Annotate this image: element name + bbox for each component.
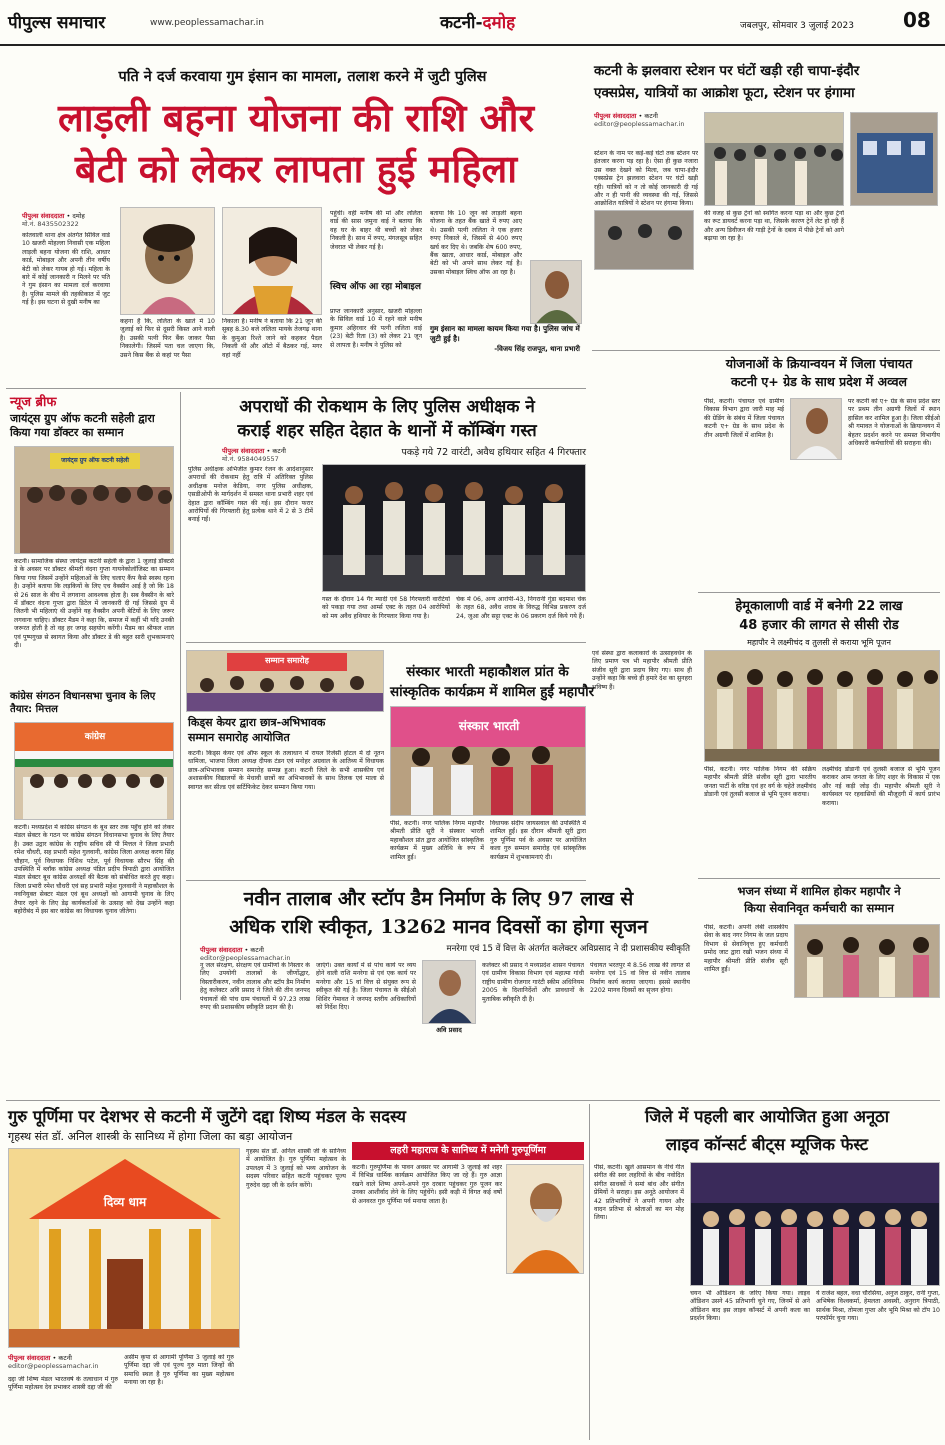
masthead-page-number: 08 [903, 8, 931, 32]
concert-headline-1: जिले में पहली बार आयोजित हुआ अनूठा [645, 1107, 889, 1126]
dam-headline-2: अधिक राशि स्वीकृत, 13262 मानव दिवसों का होगा सृजन [229, 916, 648, 938]
sanskar-headline-2: सांस्कृतिक कार्यक्रम में शामिल हुईं महापौर [390, 684, 595, 700]
dam-photo [422, 960, 476, 1024]
lead-col-3: निकाला है। मनीष ने बताया कि 21 जून की सुबह 8.30 बजे ललिता मायके तेजगढ़ थाना के कुमुआ रिश्ते जाने को कहकर पैदल निकली थी और ऑटो में बैठकर गई, मगर वहां नहीं [222, 318, 322, 359]
panchayat-text-2: पर कटनी को ए+ ग्रेड के साथ प्रदेश स्तर पर प्रथम तीन अग्रणी जिलों में स्थान हासिल कर शामिल हुआ है। जिला सीईओ श्री गमावत ने योजनाओं के क्रियान्वयन में बेहतर प्रदर्शन करने पर समस्त विभागीय अधिकारी कर्मचारियों की सराहना की। [848, 398, 940, 448]
masthead-logo: पीपुल्स समाचार [8, 13, 106, 33]
concert-col-2: चयन भी ऑडिशन के जरिए किया गया। लाइव ऑडिशन उसने 45 प्रतिभागी चुने गए, जिनमें से अने ऑडिशन बाद इस लाइव कॉन्सर्ट में अपनी कला का प्रदर्शन किया। [690, 1290, 810, 1323]
sanskar-col-2: विधायक संदीप जायसवाल की उपस्थिति में शामिल हुईं। इस दौरान श्रीमती सूरी द्वारा गुरु पूर्णिमा पर्व के अवसर पर आयोजित कला गुरु सम्मान समारोह एवं सांस्कृतिक कार्यक्रम में शुभकामनाएं दी। [490, 820, 586, 861]
rail-col-2: की वजह से कुछ ट्रेनों को स्थगित करना पड़ा था और कुछ ट्रेनों का रूट डायवर्ट करना पड़ा था, जिसके कारण ट्रेनें लेट हो रही हैं और अन्य डिवीजन की गाड़ी ट्रेनों के दबाव में पीछे ट्रेनों को आगे बढ़ाया जा रहा है। [704, 210, 844, 243]
lead-col-1: कोतवाली थाना क्षेत्र अंतर्गत सिविल वार्ड 10 खजरी मोहल्ला निवासी एक महिला लाड़ली बहना योजना की राशि, आधार कार्ड, मोबाइल और अपनी तीन वर्षीय बेटी को लेकर गायब हो गई। महिला के बारे में कोई जानकारी न मिलने पर पति ने गुम इंसान का मामला दर्ज करवाया है। पुलिस मामले की तहकीकात में जुट गई है। इस घटना से दुखी मनीष का [22, 232, 110, 307]
police-headline-1: अपराधों की रोकथाम के लिए पुलिस अधीक्षक ने [239, 397, 535, 417]
police-byline: पीपुल्स संवाददाता • कटनी मो.नं. 9584049557 [222, 447, 322, 463]
lead-quote-by: -विजय सिंह राजपूत, थाना प्रभारी [494, 345, 580, 353]
masthead-dateline: जबलपुर, सोमवार 3 जुलाई 2023 [740, 21, 854, 31]
bhajan-text: पीसं, कटनी। अपनी लंबी शासकीय सेवा के बाद नगर निगम के जल प्रदाय विभाग से सेवानिवृत्त हुए कर्मचारी प्रमोद जाट द्वारा रखी भजन संध्या में महापौर श्रीमती प्रीति संजीव सूरी शामिल हुईं। [704, 924, 788, 974]
lead-quote: गुम इंसान का मामला कायम किया गया है। पुलिस जांच में जुटी हुई है। [430, 324, 580, 343]
lead-byline: पीपुल्स संवाददाता • दमोह मो.नं. 8435502322 [22, 212, 112, 228]
panchayat-rule [698, 592, 940, 593]
masthead-website: www.peoplessamachar.in [150, 18, 264, 28]
lahri-photo [506, 1164, 584, 1274]
police-byline-name: पीपुल्स संवाददाता [222, 447, 265, 455]
police-byline-mobile: मो.नं. 9584049557 [222, 455, 279, 463]
dam-col-1: नू जल संरक्षण, संरक्षण एवं ग्रामीणों के निस्तार के लिए उपयोगी तालाबों के जीर्णोद्धार, विस्तारीकरण, नवीन तालाब और स्टॉप डैम निर्माण हेतु कलेक्टर अवि प्रसाद ने जिले की तीन जनपद पंचायतों की पांच ग्राम पंचायतों में 97.23 लाख रुपए की प्रशासकीय स्वीकृति प्रदान की है। [200, 962, 310, 1012]
lead-quote-box [430, 324, 580, 380]
concert-col-1: पीसं, कटनी। खुले आसमान के नीचे गीत संगीत की स्वर लहरियों के बीच नवोदित संगीत साधकों ने समां बांध और संगीत प्रेमियों ने सराहा। इस अनूठे आयोजन में 42 प्रतिभागियों ने अपनी गायन और वादन प्रतिभा से श्रोताओं का मन मोह लिया। [594, 1164, 684, 1222]
dam-byline-place: कटनी [250, 946, 264, 954]
police-headline-2: कराई शहर सहित देहात के थानों में कॉम्बिंग गस्त [237, 421, 537, 441]
dam-col-2: जाएंगे। उक्त कार्यों में से पांच कार्य पर व्यय होने वाली राशि मनरेगा से एवं एक कार्य पर मनरेगा और 15 वां वित्त से संयुक्त रूप से स्वीकृत की गई है। जिला पंचायत के सीईओ शिशिर गेमावत ने जनपद स्तरीय अधिकारियों को निर्देश दिए। [316, 962, 416, 1012]
sanskar-photo [390, 706, 586, 816]
child-portrait-icon [121, 208, 215, 315]
news-brief-text-1: कटनी। सामाजिक संस्था जायंट्स कटनी सहेली के द्वारा 1 जुलाई डॉक्टर्स डे के अवसर पर डॉक्टर श्रीमती वंदना गुप्ता गायनेकोलॉजिस्ट का सम्मान किया गया जिसमें उन्होंने महिलाओं के लिए चलाए कैंप कैसे स्वस्थ रहना है। उन्होंने बताया कि लड़कियों के लिए एच वैक्सीन आई है जो कि 18 से 26 साल के बीच में लगवाना आवश्यक होता है। सब वैक्सीन के बारे में डॉक्टर वंदना गुप्ता द्वारा डिटेल में जानकारी दी गई जिससे ग्रुप में जितनी भी महिलाएं थी उन्होंने यह वैक्सीन अपनी बेटियों के लिए जरूर लगवाना चाहिए। डॉक्टर मैडम ने कहा कि, समाज में कहीं भी यदि उनकी जरूरत होती है तो वह हर जगह सहयोग करेंगी। मैडम का श्रीफल शाल एवं पुष्पगुच्छ से स्वागत किया और डॉक्टर डे की बहुत सारी शुभकामनाएं दी। [14, 558, 174, 650]
bhajan-photo [794, 924, 940, 998]
lead-byline-place: दमोह [72, 212, 85, 220]
police-col-3: चेक में 06, अन्य आरोपी-43, निगरानी गुंडा बदमाश चेक के तहत 68, अवैध शराब के विरुद्ध विभिन्न प्रकरण दर्ज 24, जुआ और सट्टा एक्ट के 06 प्रकरण दर्ज किये गये हैं। [456, 596, 586, 620]
guru-subhead: गृहस्थ संत डॉ. अनिल शास्त्री के सानिध्य में होगा जिला का बड़ा आयोजन [8, 1130, 293, 1143]
concert-col-3: ये राजेश बहल, वधा चौरसिया, अनुज ठाकुर, रानी गुप्ता, अभिषेक विश्वकर्मा, हेमलता अवस्थी, अनुराग त्रिपाठी, सार्थक मिश्रा, तोमजा गुप्ता और भूमि मिश्रा को टॉप 10 परफॉर्मर चुना गया। [816, 1290, 940, 1323]
guru-byline-place: कटनी [58, 1354, 72, 1362]
police-col-2: गस्त के दौरान 14 गैर म्यादी एवं 58 गिरफ्तारी वारंटियों को पकड़ा गया तथा आर्म्स एक्ट के तहत 04 आरोपियों को मय अवैध हथियार के गिरफ्तार किया गया है। [322, 596, 450, 620]
guru-col-1: दद्दा जी शिष्य मंडल भारतवर्ष के तत्वाधान में गुरु पूर्णिमा महोत्सव देव प्रभाकर शास्त्री दद्दा जी की [8, 1376, 118, 1392]
rail-headline-2: एक्सप्रेस, यात्रियों का आक्रोश फूटा, स्टेशन पर हंगामा [594, 85, 855, 101]
guru-byline-name: पीपुल्स संवाददाता [8, 1354, 51, 1362]
rail-photo [704, 112, 844, 206]
kids-headline-1: किड्स केयर द्वारा छात्र-अभिभावक [188, 716, 326, 729]
kids-photo [186, 650, 384, 712]
panchayat-photo [790, 398, 842, 460]
guru-col-3: गृहस्थ संत डॉ. अनिल शास्त्री जी के सानिध्य में आयोजित है। गुरु पूर्णिमा महोत्सव के उपलक्ष्य में 3 जुलाई को भव्य आयोजन के सदस्य परिवार सहित कटनी पहुंचकर पूज्य गुरुदेव दद्दा जी के दर्शन करेंगे। [246, 1148, 346, 1189]
kids-text: कटनी। किड्स केयर एवं ऑफ स्कूल के तत्वाधान में रायल रिजेंसी होटल में दो नूतन धामिजा, भाजपा जिला अध्यक्ष दीपक टंडन एवं मनोहर अग्रवाल के आतिथ्य में विधायक छात्र-अभिभावक सम्मान समारोह सम्पन्न हुआ। कटनी जिले के सभी शासकीय एवं अशासकीय विद्यालयों के मेधावी छात्रों का अभिभावकों के साथ तिलक एवं माला से स्वागत कर सील्ड एवं सर्टिफिकेट देकर सम्मान किया गया। [188, 750, 384, 791]
rail-rule [592, 350, 940, 351]
lead-headline-2: बेटी को लेकर लापता हुई महिला [74, 146, 518, 191]
news-brief-photo-1 [14, 446, 174, 554]
sanskar-headline-1: संस्कार भारती महाकौशल प्रांत के [406, 664, 569, 680]
lahri-text: कटनी। गुरुपूर्णिमा के पावन अवसर पर आगामी 3 जुलाई को शहर में विभिन्न धार्मिक कार्यक्रम आयोजित किए जा रहे हैं। गुरु आज्ञा रखने वाले शिष्य अपने-अपने गुरु दरबार पहुंचकर गुरु पूजन कर उनका आशीर्वाद लेने के लिए पहुंचेंगे। इसी कड़ी में विगत कई वर्षों से अनवरत गुरु पूर्णिमा पर्व मनाया जाता है। [352, 1164, 502, 1205]
rail-byline-place: कटनी [644, 112, 658, 120]
kids-headline-2: सम्मान समारोह आयोजित [188, 731, 290, 744]
section-katni: कटनी- [440, 13, 483, 33]
rail-photo-3 [850, 112, 938, 206]
hemu-col-1: पीसं, कटनी। नगर पालिक निगम की सक्रिय महापौर श्रीमती प्रीति संजीव सूरी द्वारा भारतीय जनता पार्टी के वरिष्ठ एवं हर वर्ग के चहेते लक्ष्मीचंद डोडानी एवं तुलसी बजाज से भूमि पूजन कराया। [704, 766, 816, 799]
railway-station-crowd-icon [705, 113, 844, 206]
concert-photo [690, 1162, 940, 1286]
kids-photo-banner: सम्मान समारोह [265, 656, 309, 665]
police-photo [322, 464, 586, 592]
rail-col-1: स्टेशन के नाम पर कई-कई घंटों तक स्टेशन पर इंतजार करना पड़ रहा है। ऐसा ही कुछ नजारा उस वक्त देखने को मिला, जब चापा-इंदौर एक्सप्रेस ट्रेन झलवारा स्टेशन पर घंटों खड़ी रही। यात्रियों को न तो कोई जानकारी दी गई और न ही पानी की व्यवस्था की गई, जिससे आक्रोशित यात्रियों ने स्टेशन पर हंगामा किया। [594, 150, 698, 208]
masthead-rule [0, 44, 945, 46]
news-brief-headline-1: जायंट्स ग्रुप ऑफ कटनी सहेली द्वारा किया गया डॉक्टर का सम्मान [10, 412, 155, 439]
lahri-banner: लहरी महाराज के सानिध्य में मनेगी गुरुपूर्णिमा [390, 1145, 546, 1156]
hemu-photo [704, 650, 940, 762]
felicitation-photo-icon [795, 925, 940, 998]
rail-column-text-holder [594, 352, 694, 642]
lead-subhead: स्विच ऑफ आ रहा मोबाइल [330, 282, 421, 292]
news-brief-photo-2-banner: कांग्रेस [84, 732, 106, 742]
guru-rule [589, 1104, 590, 1440]
sanskar-photo-banner: संस्कार भारती [458, 719, 520, 733]
concert-col-1b [594, 1290, 684, 1438]
police-rule [186, 642, 586, 643]
news-brief-photo-1-banner: जायंट्स ग्रुप ऑफ कटनी सहेली [61, 457, 129, 464]
panchayat-headline-1: योजनाओं के क्रियान्वयन में जिला पंचायत [725, 356, 913, 371]
sanskar-rule [186, 880, 586, 881]
concert-headline-2: लाइव कॉन्सर्ट बीट्स म्यूजिक फेस्ट [665, 1135, 869, 1154]
lahri-banner-box [352, 1142, 584, 1160]
rail-photo-2 [594, 210, 694, 270]
news-brief-photo-2 [14, 722, 174, 820]
bhajan-headline-1: भजन संध्या में शामिल होकर महापौर ने [737, 884, 901, 898]
divya-dham-temple-icon [9, 1149, 240, 1348]
lead-kicker: पति ने दर्ज करवाया गुम इंसान का मामला, तलाश करने में जुटी पुलिस [118, 69, 487, 85]
dam-col-3: कलेक्टर श्री प्रसाद ने मध्यप्रदेश शासन पंचायत एवं ग्रामीण विकास विभाग एवं महात्मा गांधी राष्ट्रीय ग्रामीण रोजगार गारंटी स्कीम अधिनियम 2005 के दिशानिर्देशों और प्रावधानों के मुताबिक स्वीकृति दी है। [482, 962, 584, 1003]
bhajan-headline-2: किया सेवानिवृत कर्मचारी का सम्मान [744, 901, 894, 915]
news-brief-headline-2: कांग्रेस संगठन विधानसभा चुनाव के लिए तैयार: मित्तल [10, 691, 156, 715]
lead-col-2: कहना है कि, ललिता के खाते में 10 जुलाई को फिर से दूसरी किस्त आने वाली है। उसकी पत्नी फिर बैंक जाकर पैसा निकालेगी। जिसमें पता चल जाएगा कि, उसने किस बैंक से कहां पर पैसा [120, 318, 215, 359]
dam-headline-1: नवीन तालाब और स्टॉप डैम निर्माण के लिए 97 लाख से [243, 888, 634, 910]
news-brief-rule [180, 392, 181, 1000]
lead-photo-woman [222, 207, 322, 315]
lead-rule [6, 388, 586, 389]
panchayat-text-1: पीसं, कटनी। पंचायत एवं ग्रामीण विकास विभाग द्वारा जारी माह मई की ग्रेडिंग के संबंध में जिला पंचायत कटनी ए+ ग्रेड के साथ प्रदेश के तीन अग्रणी जिलों में शामिल है। [704, 398, 784, 439]
guru-byline-mail: editor@peoplessamachar.in [8, 1362, 99, 1370]
news-brief-text-2: कटनी। मध्यप्रदेश में कांग्रेस संगठन के बूथ स्तर तक पहुँच होने को लेकर मंडल सेक्टर के गठन पर कांग्रेस संगठन विधानसभा चुनाव के लिए तैयार है। उक्त उद्गार कांग्रेस के राष्ट्रीय सचिव सी पी मित्तल ने जिला प्रभारी रमेश चौधरी, सह प्रभारी महेश गुलवानी, कांग्रेस जिला अध्यक्ष करण सिंह चौहान, पूर्व विधायक निशिथ पटेल, पूर्व विधायक सौरभ सिंह की उपस्थिति में ब्लॉक कांग्रेस अध्यक्ष पंडित प्रदीप त्रिपाठी द्वारा आयोजित मंडल सेक्टर बूथ कांग्रेस अध्यक्षों की बैठक को संबोधित करते हुए कहा। जिला प्रभारी रमेश चौधरी एवं सह प्रभारी महेश गुलवानी ने महाकौशल के नवनियुक्त सेक्टर मंडल एवं बूथ अध्यक्षों को आगामी चुनाव के लिए तैयार रहने के लिए डेढ़ कार्यकर्ताओं के उत्साह को देख उन्होंने कहा बहोरीबंद में इस बार कांग्रेस का विधायक चुनाव जीतेगा। [14, 824, 174, 916]
masthead [0, 0, 945, 48]
officer-portrait-icon [531, 261, 582, 324]
lead-byline-name: पीपुल्स संवाददाता [22, 212, 65, 220]
rail-byline-mail: editor@peoplessamachar.in [594, 120, 685, 128]
lead-col-4b: प्राप्त जानकारी अनुसार, खजरी मोहल्ला के सिविल वार्ड 10 में रहने वाले मनीष कुमार अहिरवार की पत्नी ललिता वाई (23) बेटी रिता (3) को लेकर 21 जून से लापता है। मनीष ने पुलिस को [330, 308, 422, 349]
hemu-rule [698, 878, 940, 879]
bhoomi-pujan-photo-icon [705, 651, 940, 762]
sanskar-col-1: पीसं, कटनी। नगर पालिक निगम महापौर श्रीमती प्रीति सूरी ने संस्कार भारती महाकौशल प्रांत द्वारा आयोजित सांस्कृतिक कार्यक्रम में मुख्य अतिथि के रूप में शामिल हुईं। [390, 820, 484, 861]
police-byline-place: कटनी [272, 447, 286, 455]
guru-photo [8, 1148, 240, 1348]
saint-portrait-icon [507, 1165, 584, 1274]
woman-portrait-icon [223, 208, 322, 315]
rail-headline-1: कटनी के झलवारा स्टेशन पर घंटों खड़ी रही चापा-इंदौर [594, 63, 860, 79]
collector-portrait-icon [423, 961, 476, 1024]
guru-byline: पीपुल्स संवाददाता • कटनी editor@peoplessamachar.in [8, 1354, 118, 1370]
sanskar-col-3: एवं संस्था द्वारा कलाकारों के उत्साहवर्धन के लिए प्रमाण पत्र भी महापौर श्रीमती प्रीति संजीव सूरी द्वारा प्रदाय किए गए। साथ ही उन्होंने कहा कि बच्चे ही हमारे देश का सुनहरा भविष्य हैं। [592, 650, 692, 691]
rail-byline-name: पीपुल्स संवाददाता [594, 112, 637, 120]
dam-subhead: मनरेगा एवं 15 वें वित्त के अंतर्गत कलेक्टर अविप्रसाद ने दी प्रशासकीय स्वीकृति [446, 944, 690, 954]
guru-col-2: असीम कृपा से आगामी पूर्णिमा 3 जुलाई को गुरु पूर्णिमा दद्दा जी एवं पूज्य गुरु माता जिन्हों की समाधि स्थल है गुरु पूर्णिमा का मुख्य महोत्सव मनाया जा रहा है। [124, 1354, 234, 1387]
section-damoh: दमोह [482, 13, 516, 33]
passengers-photo-icon [595, 211, 694, 270]
hemu-col-2: लक्ष्मीचंद डोडानी एवं तुलसी बजाज से भूमि पूजन कराकर आम जनता के लिए शहर के विकास में एक और नई कड़ी जोड़ दी। महापौर श्रीमती सूरी ने कार्यस्थल पर रहवासियों की मौजूदगी में कार्य प्रारंभ कराया। [822, 766, 940, 807]
guru-photo-banner: दिव्य धाम [103, 1195, 147, 1209]
panchayat-headline-2: कटनी ए+ ग्रेड के साथ प्रदेश में अव्वल [730, 374, 908, 389]
lead-headline-1: लाड़ली बहना योजना की राशि और [57, 95, 535, 140]
police-subhead: पकड़े गये 72 वारंटी, अवैध हथियार सहित 4 गिरफ्तार [401, 447, 586, 458]
news-brief-label: न्यूज ब्रीफ [10, 395, 57, 410]
lead-photo-child [120, 207, 215, 315]
guru-headline: गुरु पूर्णिमा पर देशभर से कटनी में जुटेंगे दद्दा शिष्य मंडल के सदस्य [8, 1107, 406, 1126]
dam-col-4: पंचायत भरतपुर में 8.56 लाख की लागत से मनरेगा एवं 15 वां वित्त से नवीन तालाब निर्माण कार्य कराया जाएगा। इससे स्थानीय 2202 मानव दिवसों का सृजन होगा। [590, 962, 690, 995]
lead-col-5: बताया कि 10 जून को लाड़ली बहना योजना के तहत बैंक खाते में रुपए आए थे। उसकी पत्नी ललिता ने एक हजार रुपए निकाले थे, जिसमें से 400 रुपए खर्च कर दिए थे। जबकि शेष 600 रुपए, बैंक खाता, आधार कार्ड, मोबाइल और बेटी को भी अपने साथ लेकर गई है। उसका मोबाइल स्विच ऑफ आ रहा है। [430, 210, 522, 276]
official-portrait-icon [791, 399, 842, 460]
hemu-subhead: महापौर ने लक्ष्मीचंद व तुलसी से कराया भूमि पूजन [747, 638, 891, 647]
hemu-headline-1: हेमूकालाणी वार्ड में बनेगी 22 लाख [735, 599, 903, 614]
hemu-headline-2: 48 हजार की लागत से सीसी रोड [739, 618, 899, 633]
police-col-1: पुलिस अधीक्षक अभिजीत कुमार रंजन के आदेशानुसार अपराधों की रोकथाम हेतु रात्रि में अतिरिक्त पुलिस अधीक्षक मनोज केडिया, नगर पुलिस अधीक्षक, एसडीओपी के मार्गदर्शन में समस्त थाना प्रभारी शहर एवं देहात द्वारा कॉम्बिंग गस्त की गई। इस दौरान फरार आरोपियों की गिरफ्तारी हेतु प्रत्येक थाने में 2 से 3 टीमें बनाई गईं। [188, 466, 313, 524]
rail-byline: पीपुल्स संवाददाता • कटनी editor@peoplessamachar.in [594, 112, 699, 128]
dam-byline-mail: editor@peoplessamachar.in [200, 954, 291, 962]
music-fest-photo-icon [691, 1163, 940, 1286]
dam-photo-caption: अवि प्रसाद [436, 1026, 462, 1034]
lead-photo-officer [530, 260, 582, 324]
lead-byline-mobile: मो.नं. 8435502322 [22, 220, 79, 228]
dam-rule [6, 1100, 940, 1101]
masthead-section [440, 10, 515, 33]
dam-byline: पीपुल्स संवाददाता • कटनी editor@peoplessamachar.in [200, 946, 310, 962]
train-photo-icon [851, 113, 938, 206]
lead-col-4: पहुंचीं। वहीं मनीष की मां और ललिता वार्ड की सास जमुना वाई ने बताया कि वह घर के बाहर थी बच्चों को लेकर निकली है। साथ में रुपए, मंगलसूत्र सहित जेवरात भी लेकर गई है। [330, 210, 422, 251]
police-team-photo-icon [323, 465, 586, 592]
dam-byline-name: पीपुल्स संवाददाता [200, 946, 243, 954]
